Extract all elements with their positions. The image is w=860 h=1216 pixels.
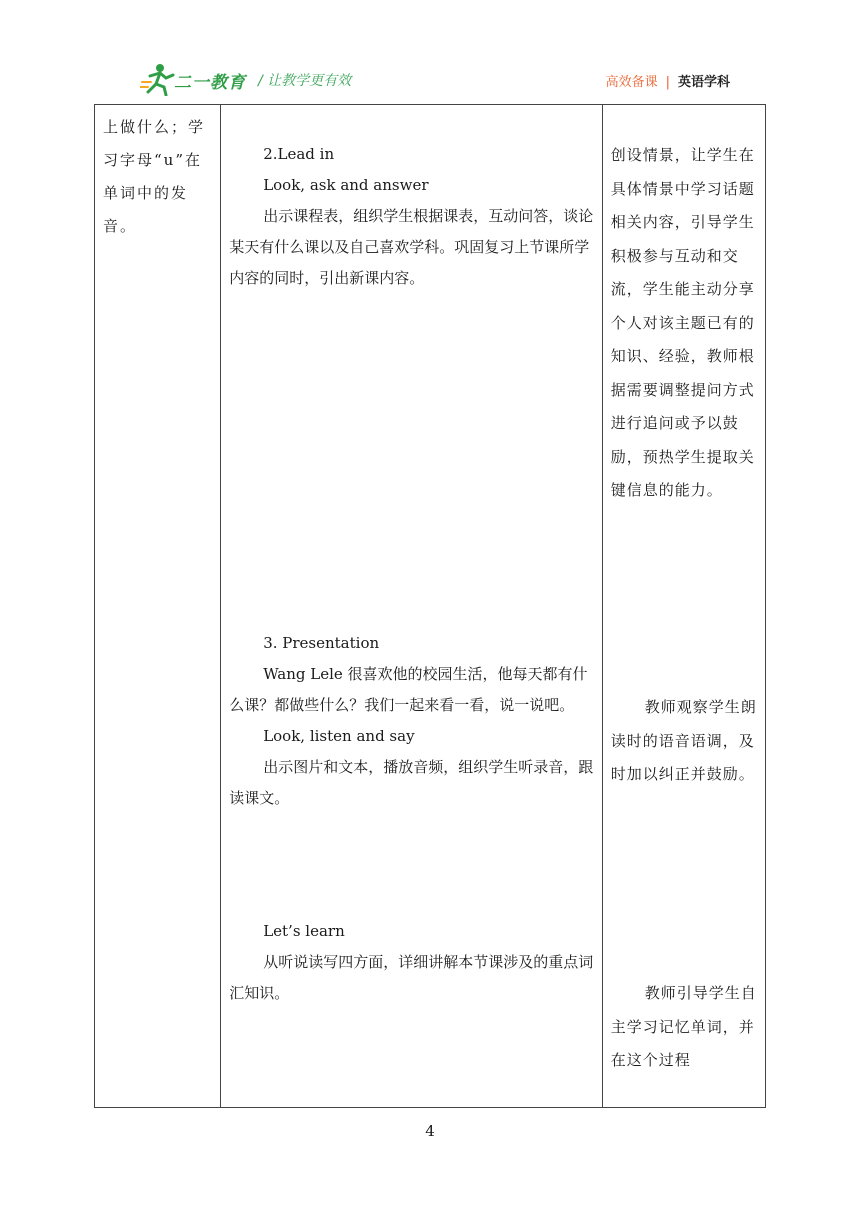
- logo-text: 二一教育: [174, 73, 246, 93]
- lls-title: Look, listen and say: [263, 727, 415, 745]
- presentation-title: 3. Presentation: [263, 634, 380, 652]
- activity-cell: [221, 105, 603, 1108]
- intent-note-3: 教师引导学生自主学习记忆单词，并在这个过程: [610, 984, 757, 1069]
- lead-in-subtitle: Look, ask and answer: [263, 176, 429, 194]
- slogan: / 让教学更有效: [258, 73, 352, 89]
- lead-in-body: 出示课程表，组织学生根据课表，互动问答，谈论某天有什么课以及自己喜欢学科。巩固复习上节课所学内容的同时，引出新课内容。: [229, 207, 594, 287]
- logo: [140, 62, 260, 96]
- lead-in-block: [229, 139, 597, 294]
- lesson-table: [94, 104, 766, 1108]
- header-right: [606, 71, 730, 90]
- presentation-block: [229, 628, 597, 814]
- table-row: [95, 105, 766, 1108]
- design-intent-cell: [602, 105, 765, 1108]
- intent-note-2: 教师观察学生朗读时的语音语调，及时加以纠正并鼓励。: [610, 698, 757, 783]
- learn-block: [229, 916, 597, 1009]
- objective-text: 上做什么；学习字母“u”在单词中的发音。: [103, 118, 206, 235]
- lead-in-title: 2.Lead in: [263, 145, 335, 163]
- header-separator: |: [665, 75, 670, 90]
- page-number: 4: [425, 1122, 435, 1140]
- header-subject: 英语学科: [677, 75, 730, 90]
- lls-body: 出示图片和文本，播放音频，组织学生听录音，跟读课文。: [229, 758, 594, 807]
- learn-title: Let’s learn: [263, 922, 345, 940]
- header-category: 高效备课: [605, 75, 658, 90]
- objective-cell: [95, 105, 221, 1108]
- intent-note-1: 创设情景，让学生在具体情景中学习话题相关内容，引导学生积极参与互动和交流，学生能主动分享个人对该主题已有的知识、经验，教师根据需要调整提问方式进行追问或予以鼓励，预热学生提取关键信息的能力。: [610, 146, 755, 499]
- learn-body: 从听说读写四方面，详细讲解本节课涉及的重点词汇知识。: [229, 953, 594, 1002]
- presentation-body: Wang Lele 很喜欢他的校园生活，他每天都有什么课？都做些什么？我们一起来看一看，说一说吧。: [229, 665, 588, 714]
- page-header: [140, 62, 730, 98]
